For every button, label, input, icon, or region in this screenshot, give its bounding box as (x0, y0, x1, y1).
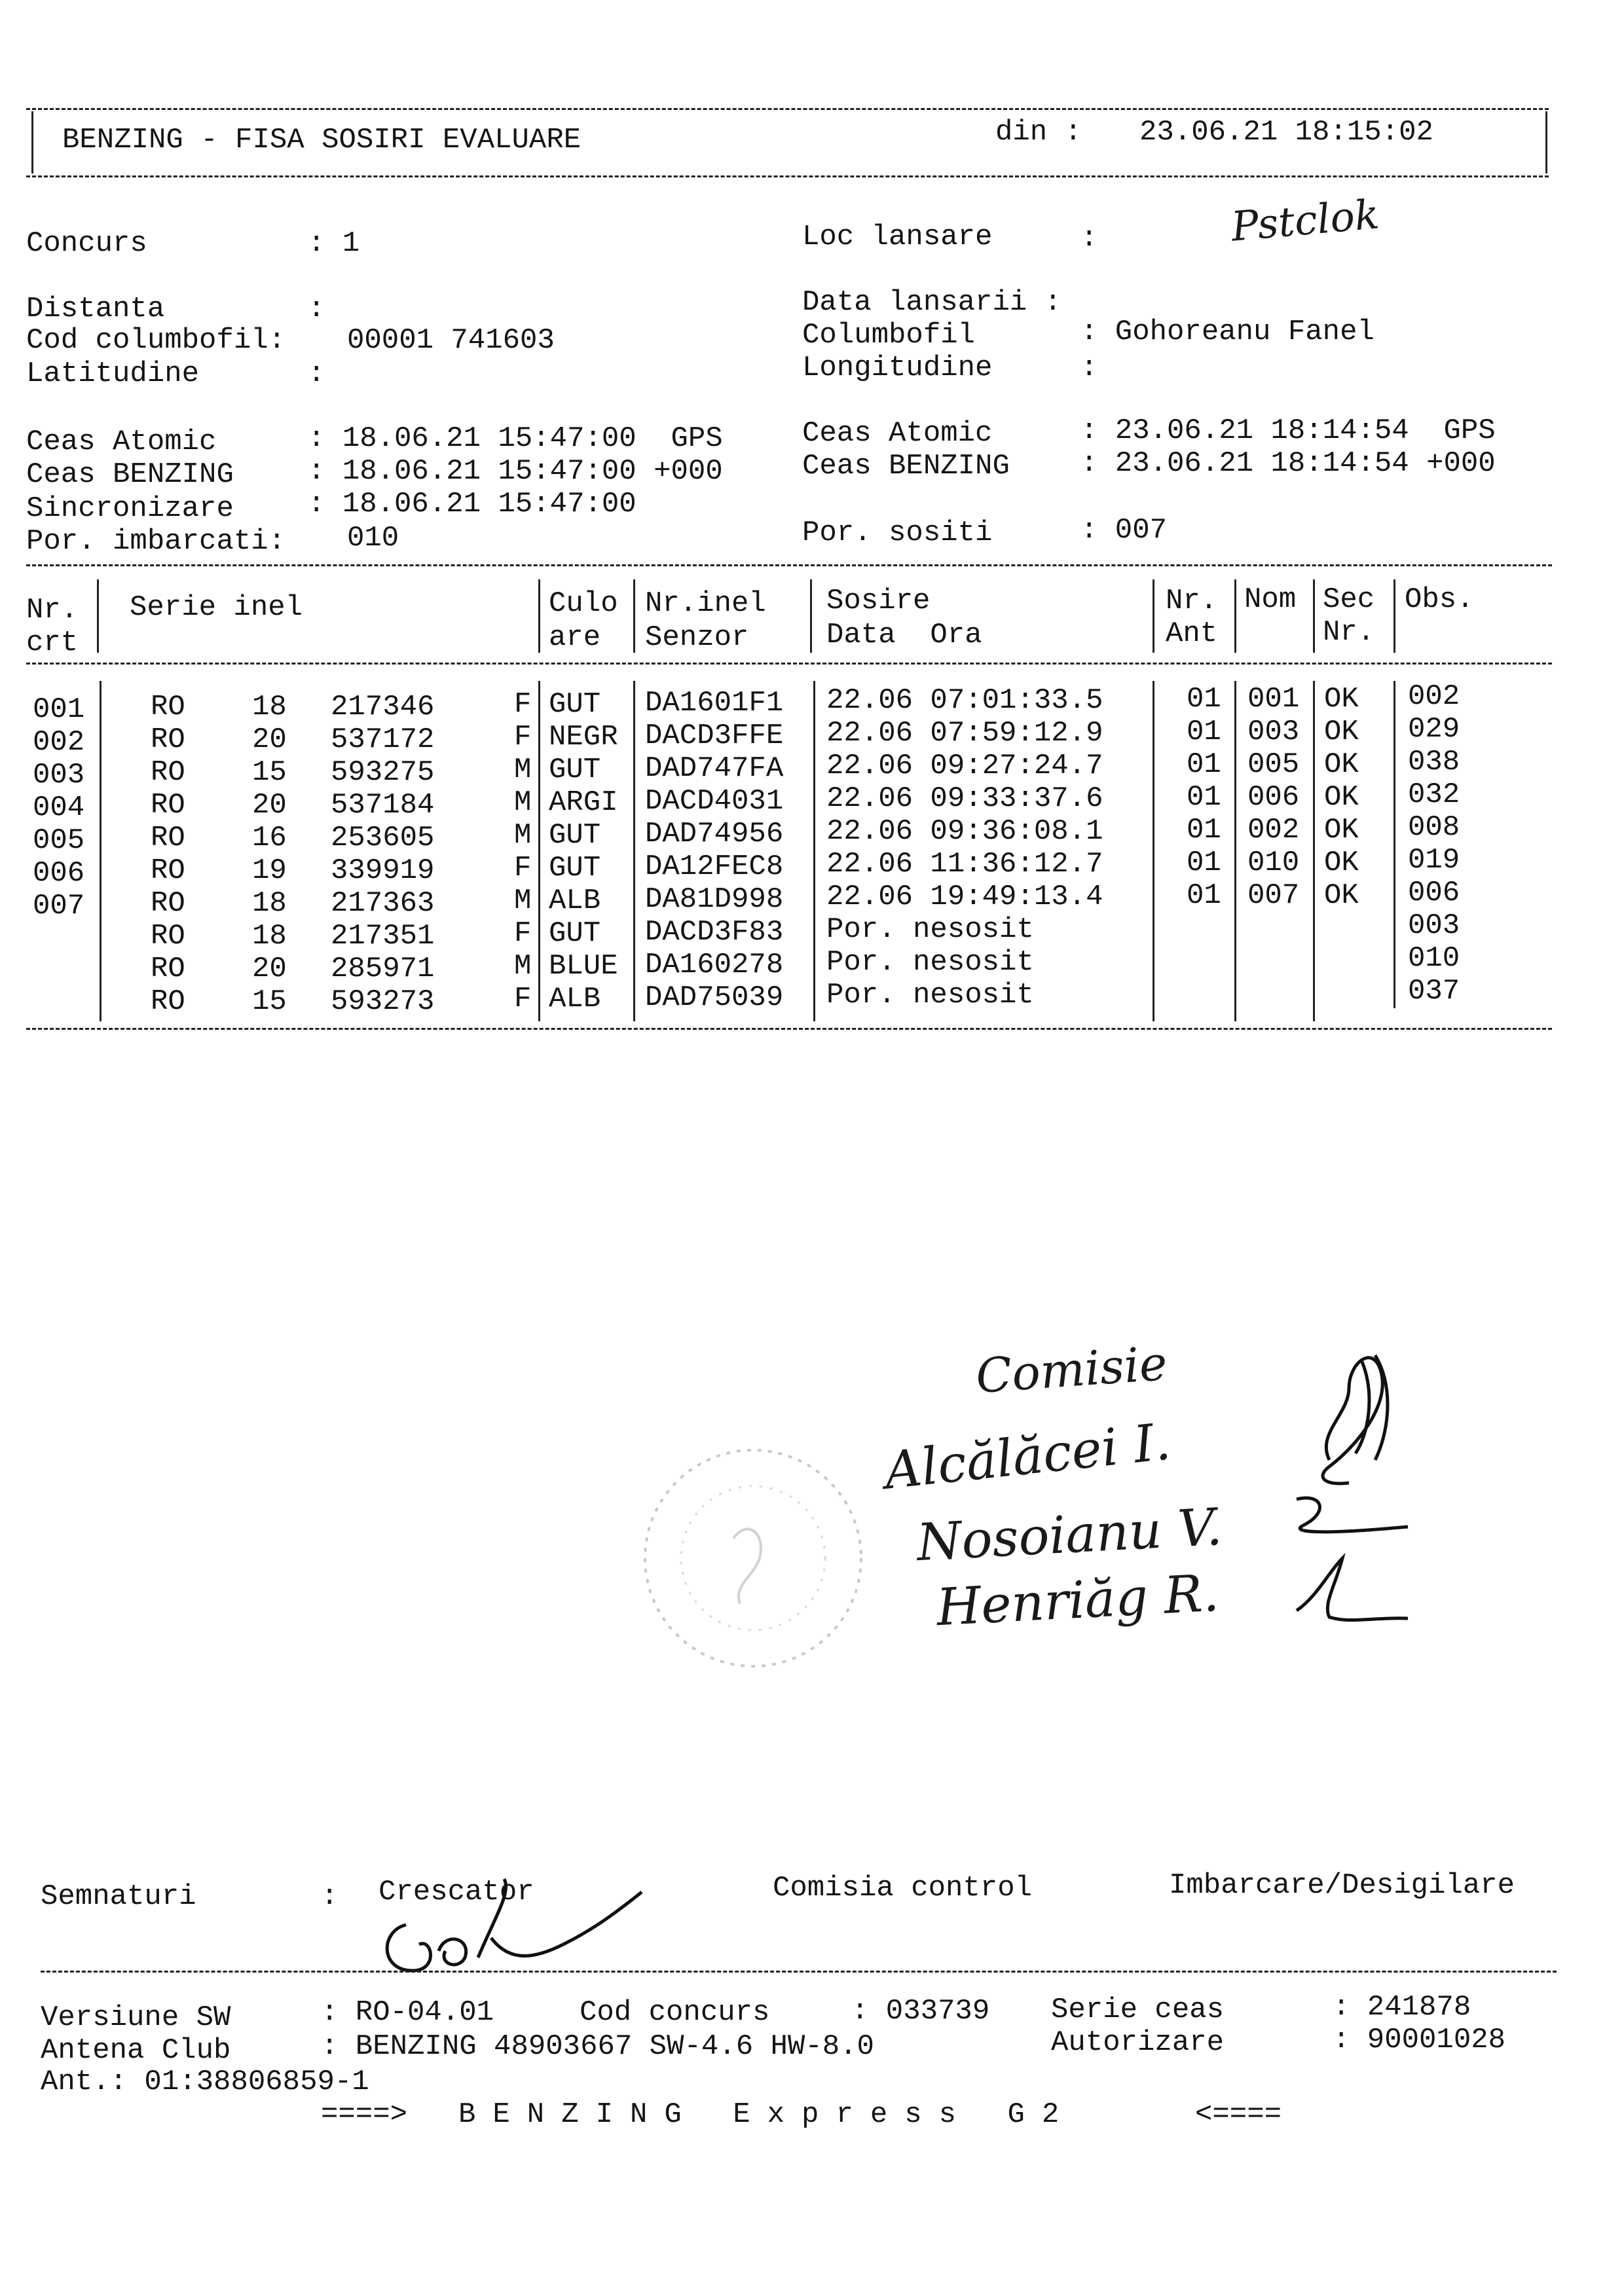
cell-sex: M (514, 754, 532, 786)
ceas-benzing-start-label: Ceas BENZING (26, 458, 234, 491)
cell-nom: 001 (1247, 683, 1300, 716)
cell-nom: 002 (1247, 814, 1300, 847)
por-imbarcati-value: 010 (347, 522, 399, 555)
distanta-value: : (308, 293, 325, 325)
cell-inel: 285971 (331, 953, 435, 985)
semnaturi-label: Semnaturi (41, 1880, 196, 1913)
cell-nom: 010 (1247, 847, 1300, 879)
concurs-label: Concurs (26, 227, 147, 260)
ceas-atomic-end-label: Ceas Atomic (802, 417, 993, 450)
cell-tara: RO (151, 854, 185, 887)
latitudine-value: : (308, 357, 325, 390)
cell-ant: 01 (1187, 879, 1221, 912)
cell-sex: M (514, 819, 532, 852)
cell-an: 18 (252, 920, 287, 953)
table-bottom-rule (26, 1028, 1552, 1030)
brand-arrow-left: ====> (321, 2098, 408, 2131)
cell-tara: RO (151, 887, 185, 920)
longitudine-value: : (1080, 352, 1098, 384)
ceas-atomic-end-value: : 23.06.21 18:14:54 GPS (1080, 414, 1496, 447)
cod-concurs-label: Cod concurs (580, 1996, 770, 2029)
cell-senzor: DAD74956 (645, 818, 784, 850)
cell-nom: 006 (1247, 781, 1300, 814)
cell-inel: 217351 (331, 920, 435, 953)
crescator-label: Crescator (378, 1876, 534, 1908)
col-header-sec-nr: Nr. (1323, 616, 1375, 649)
cell-senzor: DAD75039 (645, 981, 784, 1014)
cell-senzor: DACD4031 (645, 785, 784, 818)
cell-sex: M (514, 786, 532, 819)
cell-inel: 253605 (331, 822, 435, 854)
cell-culoare: GUT (549, 754, 601, 786)
col-header-nr-ant: Nr. (1166, 585, 1218, 617)
loc-lansare-handwritten: Pstclok (1229, 190, 1381, 251)
longitudine-label: Longitudine (802, 352, 993, 384)
cell-culoare: NEGR (549, 721, 618, 754)
col-header-nom: Nom (1244, 583, 1297, 616)
ceas-benzing-end-label: Ceas BENZING (802, 450, 1010, 483)
cell-inel: 217346 (331, 691, 435, 723)
cell-inel: 593275 (331, 756, 435, 789)
autorizare-value: : 90001028 (1333, 2024, 1506, 2056)
col-header-sosire: Sosire (826, 585, 931, 617)
cell-sosire: Por. nesosit (826, 979, 1034, 1011)
cell-obs: 008 (1408, 811, 1460, 844)
cell-sex: F (514, 917, 532, 950)
cell-inel: 537184 (331, 789, 435, 822)
cell-tara: RO (151, 789, 185, 822)
cell-culoare: ALB (549, 884, 601, 917)
cell-sosire: 22.06 09:27:24.7 (826, 750, 1103, 782)
cell-crt: 004 (33, 792, 85, 824)
cell-tara: RO (151, 953, 185, 985)
cell-culoare: BLUE (549, 950, 618, 983)
col-header-senzor: Senzor (645, 621, 749, 654)
concurs-value: : 1 (308, 227, 360, 260)
col-header-ant: Ant (1166, 617, 1218, 650)
signature-3 (1297, 1558, 1408, 1620)
cell-sosire: Por. nesosit (826, 913, 1034, 946)
cell-obs: 037 (1408, 975, 1460, 1008)
cell-ant: 01 (1187, 847, 1221, 879)
cell-obs: 003 (1408, 909, 1460, 942)
loc-lansare-label: Loc lansare (802, 221, 993, 253)
cell-crt: 003 (33, 759, 85, 792)
cell-sex: M (514, 950, 532, 983)
cell-sosire: Por. nesosit (826, 946, 1034, 979)
cell-tara: RO (151, 691, 185, 723)
cell-sec: OK (1324, 716, 1359, 748)
breeder-signature (367, 1872, 655, 1990)
antena-label: Antena Club (41, 2034, 231, 2067)
cell-an: 20 (252, 789, 287, 822)
cell-obs: 010 (1408, 942, 1460, 975)
cell-nom: 005 (1247, 748, 1300, 781)
cell-an: 20 (252, 953, 287, 985)
cell-sex: F (514, 983, 532, 1015)
cell-sec: OK (1324, 683, 1359, 716)
cell-sec: OK (1324, 748, 1359, 781)
cell-crt: 002 (33, 726, 85, 759)
serie-ceas-value: : 241878 (1333, 1991, 1471, 2024)
columbofil-label: Columbofil (802, 319, 976, 352)
brand-arrow-right: <==== (1195, 2098, 1282, 2131)
commission-heading: Comisie (974, 1335, 1169, 1404)
por-sositi-value: : 007 (1080, 514, 1168, 547)
cell-culoare: GUT (549, 819, 601, 852)
brand-line: BENZING Express G2 (458, 2098, 1077, 2131)
commission-member: Henriăg R. (934, 1563, 1221, 1638)
cell-tara: RO (151, 756, 185, 789)
cell-senzor: DAD747FA (645, 752, 784, 785)
cell-sosire: 22.06 09:36:08.1 (826, 815, 1103, 848)
ceas-atomic-start-value: : 18.06.21 15:47:00 GPS (308, 422, 723, 455)
ant-line: Ant.: 01:38806859-1 (41, 2066, 369, 2098)
member-signatures (1277, 1336, 1421, 1637)
commission-member: Alcălăcei I. (881, 1412, 1173, 1501)
cell-crt: 006 (33, 857, 85, 890)
cell-sosire: 22.06 19:49:13.4 (826, 881, 1103, 913)
cell-crt: 001 (33, 693, 85, 726)
antena-value: : BENZING 48903667 SW-4.6 HW-8.0 (321, 2030, 874, 2063)
cell-culoare: GUT (549, 917, 601, 950)
col-header-nr: Nr. (26, 594, 79, 627)
cell-sex: F (514, 688, 532, 721)
cell-inel: 537172 (331, 723, 435, 756)
cod-columbofil-value: 00001 741603 (347, 324, 555, 357)
cell-crt: 007 (33, 890, 85, 922)
cell-tara: RO (151, 985, 185, 1018)
cell-obs: 002 (1408, 680, 1460, 713)
report-date-label: din : (995, 116, 1082, 149)
cell-tara: RO (151, 723, 185, 756)
cell-inel: 593273 (331, 985, 435, 1018)
cell-sosire: 22.06 09:33:37.6 (826, 782, 1103, 815)
club-stamp (635, 1440, 871, 1676)
serie-ceas-label: Serie ceas (1051, 1994, 1225, 2026)
cell-obs: 029 (1408, 713, 1460, 746)
cell-sosire: 22.06 07:59:12.9 (826, 717, 1103, 750)
cell-sec: OK (1324, 847, 1359, 879)
autorizare-label: Autorizare (1051, 2026, 1225, 2059)
cell-senzor: DACD3FFE (645, 720, 784, 752)
cell-an: 15 (252, 985, 287, 1018)
cell-an: 18 (252, 887, 287, 920)
cell-ant: 01 (1187, 781, 1221, 814)
semnaturi-colon: : (321, 1880, 339, 1913)
ceas-benzing-start-value: : 18.06.21 15:47:00 +000 (308, 455, 723, 488)
columbofil-value: : Gohoreanu Fanel (1080, 316, 1375, 348)
report-date-value: 23.06.21 18:15:02 (1139, 116, 1433, 149)
cell-ant: 01 (1187, 814, 1221, 847)
cell-sex: F (514, 721, 532, 754)
cell-an: 18 (252, 691, 287, 723)
cell-tara: RO (151, 920, 185, 953)
table-header-rule (26, 663, 1552, 665)
cell-sec: OK (1324, 879, 1359, 912)
cell-ant: 01 (1187, 748, 1221, 781)
report-title: BENZING - FISA SOSIRI EVALUARE (62, 124, 581, 156)
col-header-crt: crt (26, 627, 79, 659)
cell-senzor: DACD3F83 (645, 916, 784, 949)
cell-sosire: 22.06 07:01:33.5 (826, 684, 1103, 717)
cell-culoare: ALB (549, 983, 601, 1015)
cell-sec: OK (1324, 781, 1359, 814)
cell-ant: 01 (1187, 716, 1221, 748)
cell-nom: 007 (1247, 879, 1300, 912)
cell-crt: 005 (33, 824, 85, 857)
cell-obs: 019 (1408, 844, 1460, 877)
col-header-serie-inel: Serie inel (130, 591, 303, 624)
col-header-sec: Sec (1323, 583, 1375, 616)
ceas-atomic-start-label: Ceas Atomic (26, 426, 217, 458)
cell-sosire: 22.06 11:36:12.7 (826, 848, 1103, 881)
cell-sex: M (514, 884, 532, 917)
signature-1 (1323, 1358, 1382, 1484)
distanta-label: Distanta (26, 293, 165, 325)
cell-obs: 006 (1408, 877, 1460, 909)
cell-inel: 217363 (331, 887, 435, 920)
signature-2 (1297, 1498, 1408, 1532)
col-header-data-ora: Data Ora (826, 619, 982, 651)
cell-obs: 032 (1408, 778, 1460, 811)
cell-obs: 038 (1408, 746, 1460, 778)
cell-culoare: ARGI (549, 786, 618, 819)
cell-senzor: DA12FEC8 (645, 850, 784, 883)
versiune-value: : RO-04.01 (321, 1996, 494, 2029)
cell-sec: OK (1324, 814, 1359, 847)
cell-nom: 003 (1247, 716, 1300, 748)
loc-lansare-value: : (1080, 222, 1098, 255)
signature-1b (1356, 1355, 1388, 1460)
ceas-benzing-end-value: : 23.06.21 18:14:54 +000 (1080, 447, 1496, 480)
cod-concurs-value: : 033739 (851, 1995, 990, 2028)
cell-culoare: GUT (549, 688, 601, 721)
cell-senzor: DA1601F1 (645, 687, 784, 720)
col-header-obs: Obs. (1405, 583, 1474, 616)
signature-rule (41, 1971, 1557, 1973)
cell-tara: RO (151, 822, 185, 854)
comisia-label: Comisia control (773, 1872, 1033, 1904)
data-lansarii-label: Data lansarii : (802, 286, 1062, 319)
cell-culoare: GUT (549, 852, 601, 884)
versiune-label: Versiune SW (41, 2001, 231, 2034)
por-sositi-label: Por. sositi (802, 517, 993, 549)
col-header-culoare-1: Culo (549, 587, 618, 620)
sincronizare-value: : 18.06.21 15:47:00 (308, 488, 637, 520)
cell-inel: 339919 (331, 854, 435, 887)
por-imbarcati-label: Por. imbarcati: (26, 525, 286, 558)
cell-an: 16 (252, 822, 287, 854)
latitudine-label: Latitudine (26, 357, 200, 390)
cell-sex: F (514, 852, 532, 884)
commission-member: Nosoianu V. (915, 1497, 1224, 1573)
cod-columbofil-label: Cod columbofil: (26, 324, 286, 357)
table-top-rule (26, 564, 1552, 566)
col-header-culoare-2: are (549, 621, 601, 654)
col-header-nr-inel: Nr.inel (645, 587, 766, 620)
sincronizare-label: Sincronizare (26, 492, 234, 525)
cell-senzor: DA81D998 (645, 883, 784, 916)
cell-an: 20 (252, 723, 287, 756)
cell-ant: 01 (1187, 683, 1221, 716)
cell-an: 19 (252, 854, 287, 887)
cell-senzor: DA160278 (645, 949, 784, 981)
cell-an: 15 (252, 756, 287, 789)
imbarcare-label: Imbarcare/Desigilare (1169, 1869, 1515, 1902)
